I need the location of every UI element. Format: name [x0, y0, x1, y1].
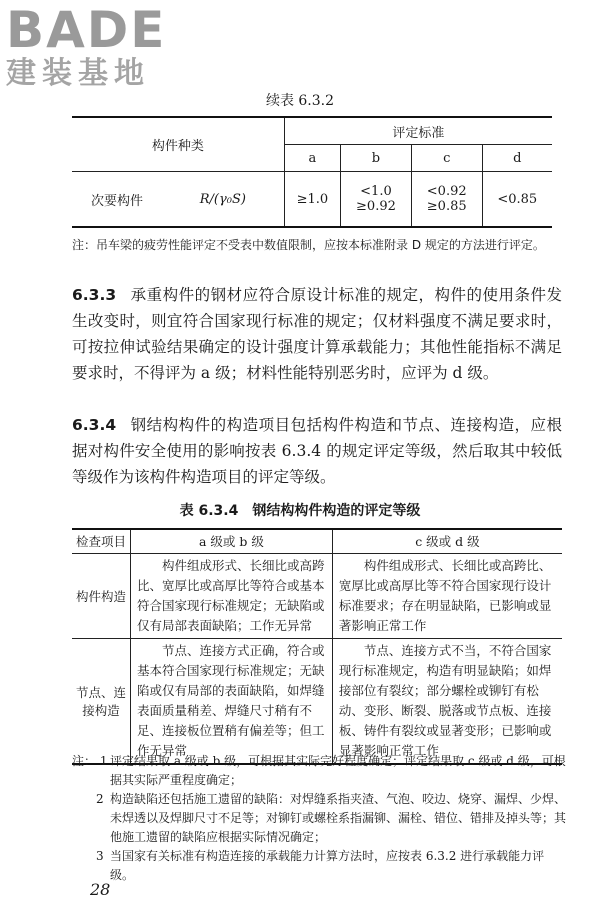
- logo: [6, 2, 181, 92]
- grade-b: b: [341, 145, 412, 172]
- note-item: [72, 847, 567, 885]
- note-item: [72, 752, 567, 790]
- notes-label: 注： 1: [72, 754, 108, 768]
- clause-6-3-4-text: 钢结构构件的构造项目包括构件构造和节点、连接构造，应根据对构件安全使用的影响按表 6.3.4 的规定评定等级，然后取其中较低等级作为该构件构造项目的评定等级。: [72, 416, 562, 486]
- note-number: 2: [96, 792, 104, 806]
- note-text: 构造缺陷还包括施工遗留的缺陷：对焊缝系指夹渣、气泡、咬边、烧穿、漏焊、少焊、未焊透以及焊脚尺寸不足等；对铆钉或螺栓系指漏铆、漏栓、错位、错排及掉头等；其他施工遗留的缺陷应根据实际情况确定；: [110, 792, 567, 844]
- note-text: 当国家有关标准有构造连接的承载能力计算方法时，应按表 6.3.2 进行承载能力评级。: [110, 849, 545, 882]
- clause-6-3-4-number: 6.3.4: [72, 416, 117, 434]
- logo-subtitle: 建装基地: [6, 56, 150, 91]
- row-joint-cd: 节点、连接方式不当，不符合国家现行标准规定，构造有明显缺陷；如焊接部位有裂纹；部分螺栓或铆钉有松动、变形、断裂、脱落或节点板、连接板、铸件有裂纹或显著变形；已影响或显著影响正常工作: [332, 638, 562, 764]
- row-structure-ab: 构件组成形式、长细比或高跨比、宽厚比或高厚比等符合或基本符合国家现行标准规定；无缺陷或仅有局部表面缺陷；工作无异常: [131, 553, 333, 638]
- logo-brand: BADE: [6, 1, 167, 59]
- row-name: 次要构件: [72, 172, 162, 228]
- value-a: ≥1.0: [284, 172, 340, 228]
- table2: [72, 528, 562, 765]
- grade-d: d: [482, 145, 552, 172]
- value-b1: <1.0: [360, 184, 392, 199]
- header-ab: a 级或 b 级: [131, 529, 333, 553]
- value-d: <0.85: [482, 172, 552, 228]
- grade-c: c: [411, 145, 482, 172]
- row-item-structure: 构件构造: [72, 553, 131, 638]
- clause-6-3-4: [72, 412, 562, 490]
- header-item: 检查项目: [72, 529, 131, 553]
- value-c1: <0.92: [426, 184, 467, 199]
- table1: [72, 116, 552, 228]
- table2-notes: [72, 752, 567, 885]
- table2-caption: 表 6.3.4 钢结构构件构造的评定等级: [179, 503, 421, 519]
- value-b2: ≥0.92: [356, 199, 396, 214]
- note-item: [72, 790, 567, 847]
- header-kind: 构件种类: [72, 117, 284, 172]
- value-c: [411, 172, 482, 228]
- row-ratio: R/(γ₀S): [162, 172, 284, 228]
- clause-6-3-3: [72, 282, 562, 386]
- row-joint-ab: 节点、连接方式正确，符合或基本符合国家现行标准规定；无缺陷或仅有局部的表面缺陷，如焊缝表面质量稍差、焊缝尺寸稍有不足、连接板位置稍有偏差等；但工作无异常: [131, 638, 333, 764]
- table1-note: 注：吊车梁的疲劳性能评定不受表中数值限制，应按本标准附录 D 规定的方法进行评定。: [72, 238, 545, 252]
- clause-6-3-3-number: 6.3.3: [72, 286, 117, 304]
- page-number: 28: [90, 880, 111, 899]
- header-cd: c 级或 d 级: [332, 529, 562, 553]
- value-c2: ≥0.85: [426, 199, 467, 214]
- row-item-joint: 节点、连接构造: [72, 638, 131, 764]
- note-text: 评定结果取 a 级或 b 级，可根据其实际完好程度确定；评定结果取 c 级或 d 级，可根据其实际严重程度确定；: [110, 754, 566, 787]
- table1-caption: 续表 6.3.2: [265, 93, 335, 109]
- row-structure-cd: 构件组成形式、长细比或高跨比、宽厚比或高厚比等不符合国家现行设计标准要求；存在明显缺陷，已影响或显著影响正常工作: [332, 553, 562, 638]
- grade-a: a: [284, 145, 340, 172]
- value-b: [341, 172, 412, 228]
- clause-6-3-3-text: 承重构件的钢材应符合原设计标准的规定，构件的使用条件发生改变时，则宜符合国家现行标准的规定；仅材料强度不满足要求时，可按拉伸试验结果确定的设计强度计算承载能力；其他性能指标不满足要求时，不得评为 a 级；材料性能特别恶劣时，应评为 d 级。: [72, 286, 562, 382]
- header-criteria: 评定标准: [284, 117, 552, 145]
- note-number: 3: [96, 849, 104, 863]
